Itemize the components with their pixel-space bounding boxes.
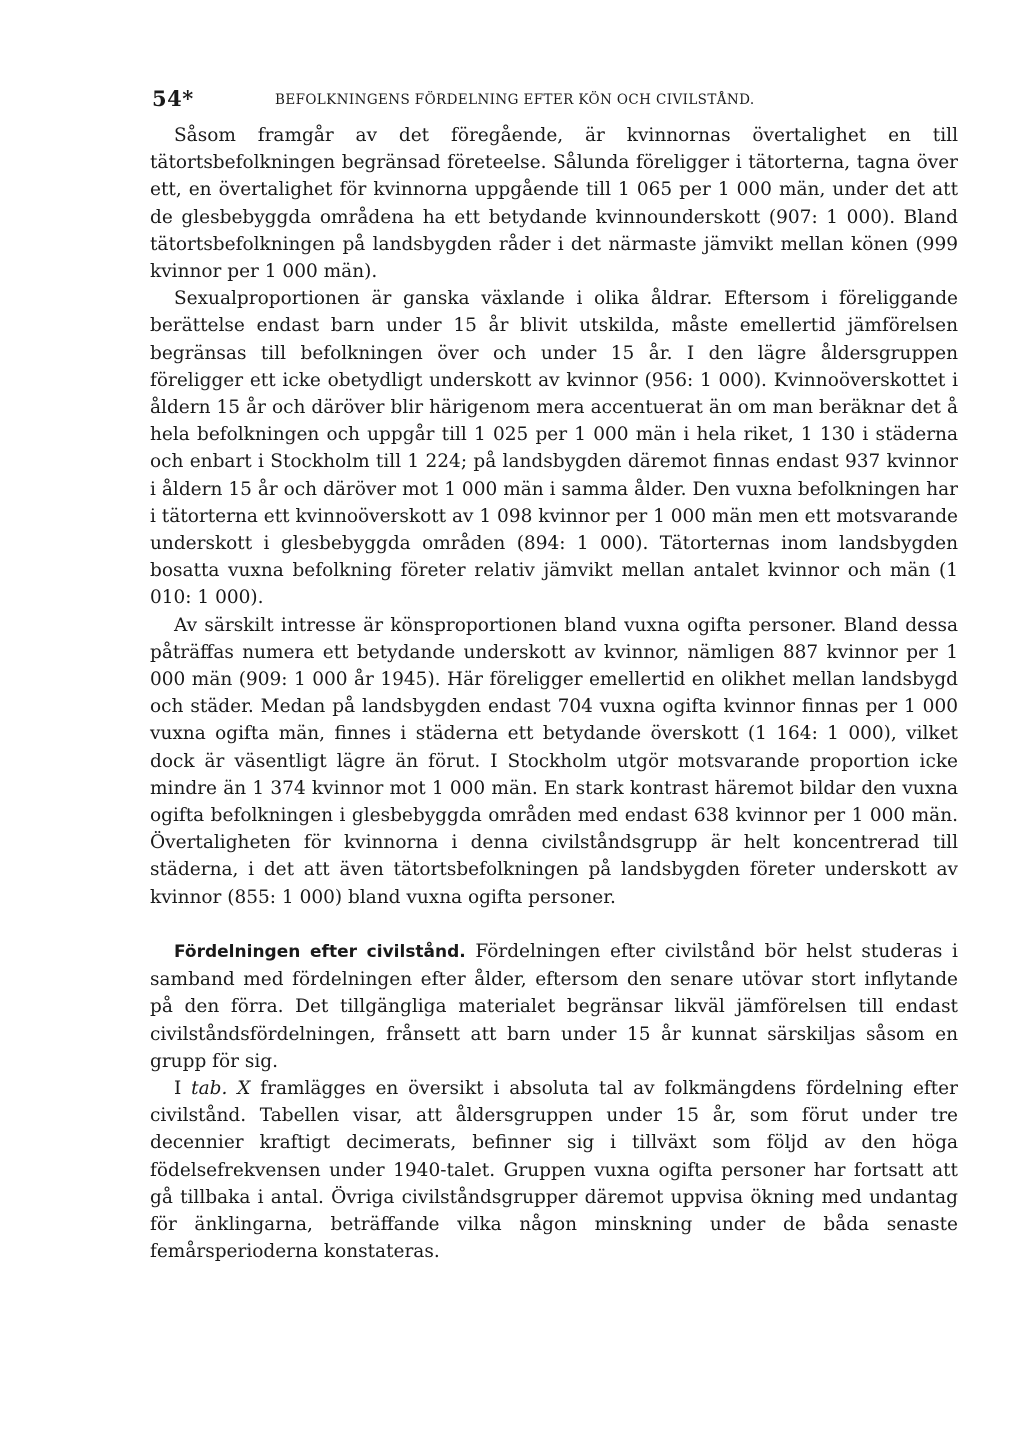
- section-intro-text: Fördelningen efter civilstånd bör helst studeras i samband med fördelningen efter ålder, eftersom den senare utövar stort inflytande på den förra. Det tillgängliga materialet begränsar likväl jämförelsen till endast civilståndsfördelningen, frånsett att barn under 15 år kunnat särskiljas såsom en grupp för sig.: [150, 940, 958, 1072]
- running-title: BEFOLKNINGENS FÖRDELNING EFTER KÖN OCH CIVILSTÅND.: [275, 92, 755, 108]
- body-text: [150, 122, 958, 1265]
- paragraph-female-surplus: Såsom framgår av det föregående, är kvinnornas övertalighet en till tätortsbefolkningen begränsad företeelse. Sålunda föreligger i tätorterna, tagna över ett, en övertalighet för kvinnorna uppgående till 1 065 per 1 000 män, under det att de glesbebyggda områdena ha ett betydande kvinnounderskott (907: 1 000). Bland tätortsbefolkningen på landsbygden råder i det närmaste jämvikt mellan könen (999 kvinnor per 1 000 män).: [150, 125, 958, 283]
- page: [150, 86, 958, 1265]
- table-ref-lead: I: [174, 1077, 192, 1099]
- paragraph-table-reference: [150, 1075, 958, 1265]
- running-head: [150, 86, 958, 116]
- section-heading: Fördelningen efter civilstånd.: [174, 941, 466, 962]
- paragraph-sex-ratio: Sexualproportionen är ganska växlande i olika åldrar. Eftersom i föreliggande berättelse endast barn under 15 år blivit utskilda, måste emellertid jämförelsen begränsas till befolkningen över och under 15 år. I den lägre åldersgruppen föreligger ett icke obetydligt underskott av kvinnor (956: 1 000). Kvinnoöverskottet i åldern 15 år och däröver blir härigenom mera accentuerat än om man beräknar det å hela befolkningen och uppgår till 1 025 per 1 000 män i hela riket, 1 130 i städerna och enbart i Stockholm till 1 224; på landsbygden däremot finnas endast 937 kvinnor i åldern 15 år och däröver mot 1 000 män i samma ålder. Den vuxna befolkningen har i tätorterna ett kvinnoöverskott av 1 098 kvinnor per 1 000 män men ett motsvarande underskott i glesbebyggda områden (894: 1 000). Tätorternas inom landsbygden bosatta vuxna befolkning företer relativ jämvikt mellan antalet kvinnor och män (1 010: 1 000).: [150, 288, 958, 609]
- table-ref-text: framlägges en översikt i absoluta tal av folkmängdens fördelning efter civilstånd. Tabellen visar, att åldersgruppen under 15 år, som förut under tre decennier kraftigt decimerats, befinner sig i tillväxt som följd av den höga födelsefrekvensen under 1940-talet. Gruppen vuxna ogifta personer har fortsatt att gå tillbaka i antal. Övriga civilståndsgrupper däremot uppvisa ökning med undantag för änklingarna, beträffande vilka någon minskning under de båda senaste femårsperioderna konstateras.: [150, 1077, 958, 1263]
- table-reference: tab. X: [191, 1077, 251, 1099]
- paragraph-civil-status-intro: [150, 938, 958, 1075]
- section-gap: [150, 911, 958, 938]
- paragraph-unmarried: Av särskilt intresse är könsproportionen bland vuxna ogifta personer. Bland dessa påträffas numera ett betydande underskott av kvinnor, nämligen 887 kvinnor per 1 000 män (909: 1 000 år 1945). Här föreligger emellertid en olikhet mellan landsbygd och städer. Medan på landsbygden endast 704 vuxna ogifta kvinnor finnas per 1 000 vuxna ogifta män, finnes i städerna ett betydande överskott (1 164: 1 000), vilket dock är väsentligt lägre än förut. I Stockholm utgör motsvarande proportion icke mindre än 1 374 kvinnor mot 1 000 män. En stark kontrast häremot bildar den vuxna ogifta befolkningen i glesbebyggda områden med endast 638 kvinnor per 1 000 män. Övertaligheten för kvinnorna i denna civilståndsgrupp är helt koncentrerad till städerna, i det att även tätortsbefolkningen på landsbygden företer underskott av kvinnor (855: 1 000) bland vuxna ogifta personer.: [150, 614, 958, 908]
- page-number: 54*: [152, 86, 194, 111]
